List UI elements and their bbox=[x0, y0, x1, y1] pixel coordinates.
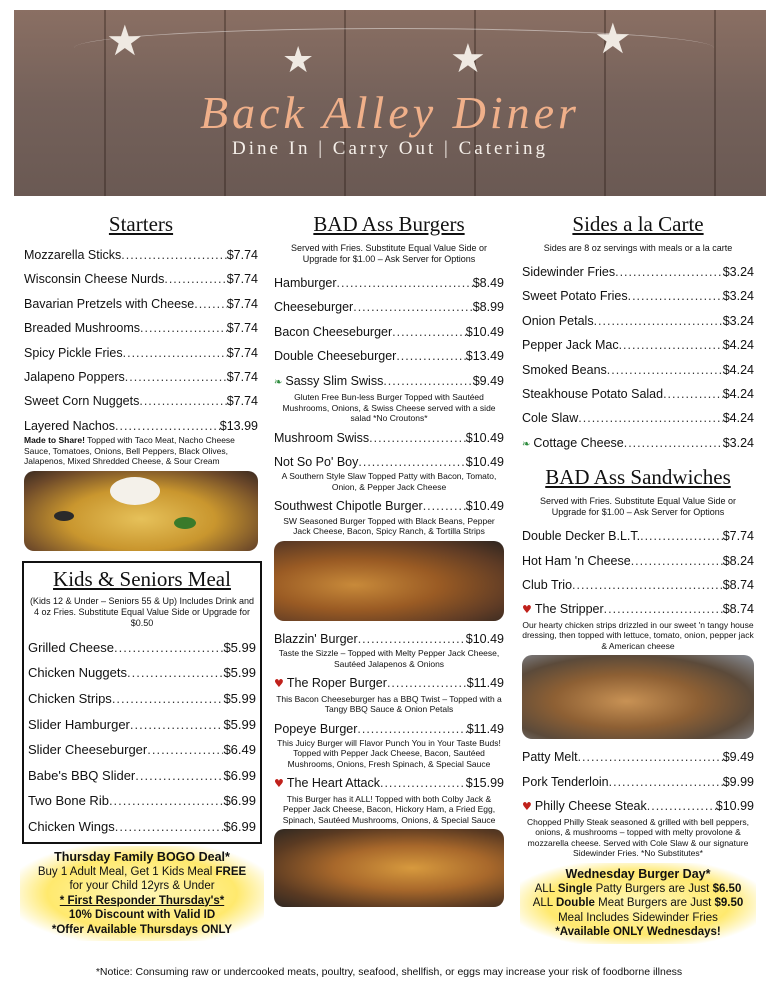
menu-item bbox=[522, 794, 754, 819]
menu-item-price: $9.49 bbox=[472, 373, 504, 388]
menu-item-description: This Juicy Burger will Flavor Punch You in Your Taste Buds! Topped with Pepper Jack Cheese, Bacon, Sautéed Mushrooms, Onions, Fresh Spinach, & Special Sauce bbox=[277, 737, 501, 769]
heart-icon: ♥ bbox=[522, 800, 532, 814]
menu-item bbox=[24, 267, 258, 291]
menu-item-name: Smoked Beans bbox=[522, 362, 607, 377]
sandwiches-note: Served with Fries. Substitute Equal Value Side or Upgrade for $1.00 – Ask Server for Options bbox=[540, 496, 736, 518]
menu-item-price: $15.99 bbox=[465, 776, 504, 791]
menu-item-name: Slider Hamburger bbox=[28, 716, 130, 732]
star-icon: ★ bbox=[450, 36, 486, 82]
menu-item-price: $5.99 bbox=[223, 639, 256, 655]
menu-item-name: Double Decker B.L.T. bbox=[522, 529, 641, 544]
menu-item-price: $6.99 bbox=[223, 818, 256, 834]
sides-title: Sides a la Carte bbox=[572, 212, 704, 236]
column-left bbox=[24, 212, 258, 844]
sides-note: Sides are 8 oz servings with meals or a la carte bbox=[543, 243, 733, 253]
menu-item bbox=[28, 814, 256, 840]
menu-item bbox=[522, 431, 754, 457]
menu-item bbox=[522, 284, 754, 308]
menu-item-price: $3.24 bbox=[722, 435, 754, 450]
thursday-promo: Thursday Family BOGO Deal* Buy 1 Adult Meal, Get 1 Kids Meal FREE for your Child 12yrs & Under * First Responder Thursday's* 10% Discount with Valid ID *Offer Available Thursdays ONLY bbox=[20, 846, 264, 941]
column-right bbox=[522, 212, 754, 861]
kids-note: (Kids 12 & Under – Seniors 55 & Up) Includes Drink and 4 oz Fries. Substitute Equal Value Side or Upgrade for $0.50 bbox=[29, 595, 255, 628]
menu-item-name: Patty Melt bbox=[522, 750, 578, 765]
menu-item-price: $11.49 bbox=[466, 721, 504, 736]
header-banner bbox=[14, 10, 766, 196]
menu-item-name: Jalapeno Poppers bbox=[24, 370, 125, 385]
menu-item-price: $8.74 bbox=[722, 578, 754, 593]
menu-item bbox=[28, 712, 256, 738]
menu-item-name: Steakhouse Potato Salad bbox=[522, 387, 664, 402]
menu-item bbox=[274, 344, 504, 368]
wednesday-promo: Wednesday Burger Day* ALL Single Patty Burgers are Just $6.50 ALL Double Meat Burgers are Just $9.50 Meal Includes Sidewinder Fries *Available ONLY Wednesdays! bbox=[520, 863, 756, 944]
sandwiches-title: BAD Ass Sandwiches bbox=[545, 465, 731, 490]
menu-item-price: $6.49 bbox=[223, 742, 256, 758]
menu-item bbox=[24, 365, 258, 389]
brand-title: Back Alley Diner bbox=[200, 87, 580, 138]
menu-item-price: $10.49 bbox=[465, 631, 504, 646]
menu-item-price: $7.74 bbox=[226, 248, 258, 262]
menu-item-name: Hamburger bbox=[274, 276, 337, 290]
menu-item-price: $3.24 bbox=[722, 289, 754, 304]
menu-item-description: Taste the Sizzle – Topped with Melty Pepper Jack Cheese, Sautéed Jalapenos & Onions bbox=[278, 648, 500, 669]
menu-item-name: Chicken Wings bbox=[28, 818, 115, 834]
heart-icon: ♥ bbox=[274, 677, 284, 691]
star-icon: ★ bbox=[106, 16, 144, 65]
menu-item-price: $4.24 bbox=[722, 387, 754, 402]
menu-item-name: Layered Nachos bbox=[24, 418, 116, 433]
menu-item bbox=[522, 309, 754, 333]
menu-item-name: Babe's BBQ Slider bbox=[28, 767, 136, 783]
menu-item-name: Sidewinder Fries bbox=[522, 265, 616, 279]
menu-item-name: Grilled Cheese bbox=[28, 639, 114, 655]
menu-item-description: SW Seasoned Burger Topped with Black Beans, Pepper Jack Cheese, Bacon, Spicy Ranch, & Tortilla Strips bbox=[283, 515, 495, 537]
menu-item-price: $8.49 bbox=[472, 276, 504, 290]
menu-item-name: Hot Ham 'n Cheese bbox=[522, 553, 631, 568]
menu-item-price: $7.74 bbox=[226, 321, 258, 336]
menu-item bbox=[24, 341, 258, 365]
menu-item-price: $7.74 bbox=[226, 370, 258, 385]
menu-item-price: $7.74 bbox=[722, 529, 754, 544]
menu-item-name: ♥ The Stripper bbox=[522, 602, 604, 617]
food-photo bbox=[274, 829, 504, 907]
menu-item-price: $4.24 bbox=[722, 338, 754, 353]
menu-item-name: ♥ Philly Cheese Steak bbox=[522, 799, 647, 814]
menu-item-name: Blazzin' Burger bbox=[274, 631, 358, 646]
star-icon: ★ bbox=[594, 14, 632, 63]
menu-item-name: Pork Tenderloin bbox=[522, 774, 609, 789]
menu-item-name: Two Bone Rib bbox=[28, 793, 109, 809]
menu-item bbox=[28, 763, 256, 789]
menu-item-price: $3.24 bbox=[722, 265, 754, 279]
leaf-icon: ❧ bbox=[522, 438, 531, 450]
menu-item-name: Sweet Potato Fries bbox=[522, 289, 628, 304]
sandwiches-list bbox=[522, 524, 754, 858]
menu-item bbox=[522, 358, 754, 382]
menu-item bbox=[522, 406, 754, 430]
star-icon: ★ bbox=[282, 40, 315, 81]
menu-item bbox=[522, 382, 754, 406]
menu-item-price: $7.74 bbox=[226, 272, 258, 287]
menu-item-price: $9.99 bbox=[722, 774, 754, 789]
burgers-title: BAD Ass Burgers bbox=[313, 212, 465, 236]
menu-item-price: $7.74 bbox=[226, 296, 258, 311]
menu-item-name: Wisconsin Cheese Nurds bbox=[24, 272, 165, 287]
menu-item-price: $8.74 bbox=[722, 602, 754, 617]
menu-item bbox=[24, 243, 258, 267]
starters-list bbox=[24, 243, 258, 438]
burgers-note: Served with Fries. Substitute Equal Value Side or Upgrade for $1.00 – Ask Server for Options bbox=[291, 243, 487, 264]
kids-title: Kids & Seniors Meal bbox=[53, 566, 231, 591]
menu-item-price: $7.74 bbox=[226, 345, 258, 360]
menu-item bbox=[274, 426, 504, 450]
menu-item-price: $13.49 bbox=[465, 349, 504, 364]
menu-item bbox=[274, 295, 504, 319]
menu-item bbox=[24, 316, 258, 340]
menu-item-name: Breaded Mushrooms bbox=[24, 321, 141, 336]
menu-item bbox=[24, 292, 258, 316]
menu-item-price: $8.24 bbox=[722, 553, 754, 568]
menu-item bbox=[28, 635, 256, 661]
menu-item bbox=[522, 770, 754, 794]
menu-item-name: Club Trio bbox=[522, 578, 573, 593]
leaf-icon: ❧ bbox=[274, 376, 283, 388]
menu-item bbox=[522, 573, 754, 597]
menu-item bbox=[522, 549, 754, 573]
menu-item bbox=[28, 788, 256, 814]
food-photo bbox=[274, 541, 504, 621]
menu-item-price: $10.49 bbox=[465, 324, 504, 339]
food-photo bbox=[522, 655, 754, 739]
menu-item-price: $5.99 bbox=[223, 665, 256, 681]
starters-title: Starters bbox=[108, 212, 174, 236]
menu-item-price: $10.49 bbox=[465, 499, 504, 514]
menu-item-name: Popeye Burger bbox=[274, 721, 358, 736]
menu-item-price: $5.99 bbox=[223, 690, 256, 706]
menu-item-name: Chicken Nuggets bbox=[28, 665, 127, 681]
menu-item-name: Double Cheeseburger bbox=[274, 349, 397, 364]
menu-item-price: $5.99 bbox=[223, 716, 256, 732]
menu-item-description: A Southern Style Slaw Topped Patty with Bacon, Tomato, Onion, & Pepper Jack Cheese bbox=[281, 471, 497, 492]
menu-item-name: Chicken Strips bbox=[28, 690, 112, 706]
menu-item-name: ♥ The Roper Burger bbox=[274, 676, 387, 691]
menu-item-price: $4.24 bbox=[722, 411, 754, 426]
menu-item-description: This Bacon Cheeseburger has a BBQ Twist – Topped with a Tangy BBQ Sauce & Onion Petals bbox=[276, 693, 502, 715]
menu-item bbox=[28, 686, 256, 712]
menu-item-description: Gluten Free Bun-less Burger Topped with Sautéed Mushrooms, Onions, & Swiss Cheese served with a side salad *No Croutons* bbox=[282, 392, 496, 424]
menu-item-name: ❧ Sassy Slim Swiss bbox=[274, 373, 384, 388]
kids-list bbox=[28, 635, 256, 840]
menu-item-name: Bavarian Pretzels with Cheese bbox=[24, 296, 195, 311]
menu-item-name: Slider Cheeseburger bbox=[28, 742, 148, 758]
column-middle bbox=[274, 212, 504, 913]
menu-item bbox=[522, 524, 754, 548]
menu-item-name: Pepper Jack Mac bbox=[522, 338, 619, 353]
menu-item-description: Chopped Philly Steak seasoned & grilled with bell peppers, onions, & mushrooms – topped with melty provolone & mozzarella cheese. Served with Cole Slaw & our signature Sidewinder Fries. *No Substitutes* bbox=[526, 816, 750, 859]
menu-item-price: $13.99 bbox=[219, 418, 258, 433]
menu-item-name: Mushroom Swiss bbox=[274, 430, 370, 445]
menu-item-name: Mozzarella Sticks bbox=[24, 248, 122, 262]
menu-item bbox=[274, 320, 504, 344]
sides-list bbox=[522, 260, 754, 457]
menu-item-price: $9.49 bbox=[722, 750, 754, 765]
menu-item-name: Southwest Chipotle Burger bbox=[274, 499, 423, 514]
burgers-list bbox=[274, 271, 504, 907]
menu-item-name: Spicy Pickle Fries bbox=[24, 345, 123, 360]
menu-item-price: $7.74 bbox=[226, 394, 258, 409]
nachos-photo bbox=[24, 471, 258, 551]
menu-item bbox=[24, 389, 258, 413]
menu-item-price: $6.99 bbox=[223, 793, 256, 809]
heart-icon: ♥ bbox=[274, 777, 284, 791]
menu-item-name: Sweet Corn Nuggets bbox=[24, 394, 140, 409]
food-safety-notice: *Notice: Consuming raw or undercooked meats, poultry, seafood, shellfish, or eggs may increase your risk of foodborne illness bbox=[95, 966, 683, 978]
nachos-description: Made to Share! Topped with Taco Meat, Nacho Cheese Sauce, Tomatoes, Onions, Bell Peppers, Black Olives, Jalapenos, Mixed Shredded Cheese, & Sour Cream bbox=[24, 435, 235, 467]
menu-item-price: $11.49 bbox=[466, 676, 504, 691]
menu-item-price: $10.49 bbox=[465, 454, 504, 469]
menu-item bbox=[28, 737, 256, 763]
kids-seniors-box bbox=[22, 561, 262, 844]
menu-item-name: Not So Po' Boy bbox=[274, 454, 359, 469]
tagline: Dine In | Carry Out | Catering bbox=[231, 138, 549, 159]
menu-item-name: ❧ Cottage Cheese bbox=[522, 435, 624, 450]
menu-item-price: $3.24 bbox=[722, 313, 754, 328]
menu-item-description: This Burger has it ALL! Topped with both Colby Jack & Pepper Jack Cheese, Bacon, Hickory Ham, a Fried Egg, Spinach, Sautéed Mushrooms, Onions, & Special Sauce bbox=[282, 793, 496, 825]
menu-item-price: $10.99 bbox=[715, 799, 754, 814]
menu-item-name: Onion Petals bbox=[522, 313, 594, 328]
menu-item-price: $4.24 bbox=[722, 362, 754, 377]
menu-item bbox=[522, 333, 754, 357]
menu-item-name: Cheeseburger bbox=[274, 300, 354, 315]
menu-item-name: Cole Slaw bbox=[522, 411, 579, 426]
menu-item bbox=[28, 660, 256, 686]
menu-item bbox=[274, 671, 504, 696]
menu-item-name: Bacon Cheeseburger bbox=[274, 324, 393, 339]
menu-item-price: $6.99 bbox=[223, 767, 256, 783]
heart-icon: ♥ bbox=[522, 603, 532, 617]
menu-item-price: $10.49 bbox=[465, 430, 504, 445]
menu-item-price: $8.99 bbox=[472, 300, 504, 315]
menu-item bbox=[522, 260, 754, 284]
menu-item-name: ♥ The Heart Attack bbox=[274, 776, 380, 791]
menu-item bbox=[274, 271, 504, 295]
menu-item-description: Our hearty chicken strips drizzled in our sweet 'n tangy house dressing, then topped with lettuce, tomato, onion, pepper jack & American cheese bbox=[522, 619, 754, 651]
menu-item bbox=[522, 745, 754, 769]
